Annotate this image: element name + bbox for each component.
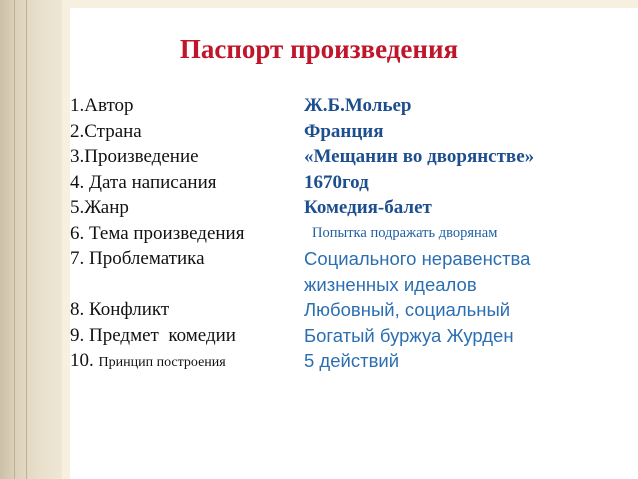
row-value-line: жизненных идеалов: [304, 273, 477, 295]
page-title: Паспорт произведения: [179, 34, 459, 64]
row-value-line: Социального неравенства: [304, 248, 531, 269]
left-decorative-bar: [0, 0, 62, 479]
row-value: Богатый буржуа Журден: [304, 324, 514, 346]
row-genre: [70, 195, 630, 221]
row-label: 8. Конфликт: [70, 299, 170, 320]
row-value: «Мещанин во дворянстве»: [304, 146, 535, 167]
row-value: Попытка подражать дворянам: [312, 224, 498, 241]
row-label: 3.Произведение: [70, 146, 199, 167]
row-label: [70, 348, 304, 376]
row-label: 4. Дата написания: [70, 171, 217, 193]
row-conflict: [70, 297, 630, 323]
bar-stripe: [26, 0, 27, 479]
passport-table: [70, 93, 630, 376]
row-label-text: 9. Предмет комедии: [70, 324, 236, 346]
row-label: 1.Автор: [70, 95, 134, 116]
row-label: 2.Страна: [70, 120, 142, 142]
row-label-number: 10.: [70, 350, 94, 371]
row-value: [304, 246, 630, 297]
row-value: 5 действий: [304, 350, 400, 371]
row-subject: [70, 323, 630, 349]
bar-stripe: [14, 0, 15, 479]
row-label: 6. Тема произведения: [70, 222, 245, 244]
row-country: [70, 119, 630, 145]
row-value: 1670год: [304, 171, 369, 193]
row-work: [70, 144, 630, 170]
row-problems: [70, 246, 630, 297]
row-label: 7. Проблематика: [70, 248, 205, 269]
row-value: Ж.Б.Мольер: [304, 95, 412, 116]
row-date: [70, 170, 630, 196]
row-theme: [70, 221, 630, 247]
row-value: Любовный, социальный: [304, 299, 511, 320]
row-structure: [70, 348, 630, 376]
row-value: Франция: [304, 120, 384, 142]
row-label: [70, 323, 304, 349]
row-value: Комедия-балет: [304, 197, 432, 218]
row-label: 5.Жанр: [70, 197, 129, 218]
row-label-text: Принцип построения: [98, 355, 226, 370]
row-author: [70, 93, 630, 119]
